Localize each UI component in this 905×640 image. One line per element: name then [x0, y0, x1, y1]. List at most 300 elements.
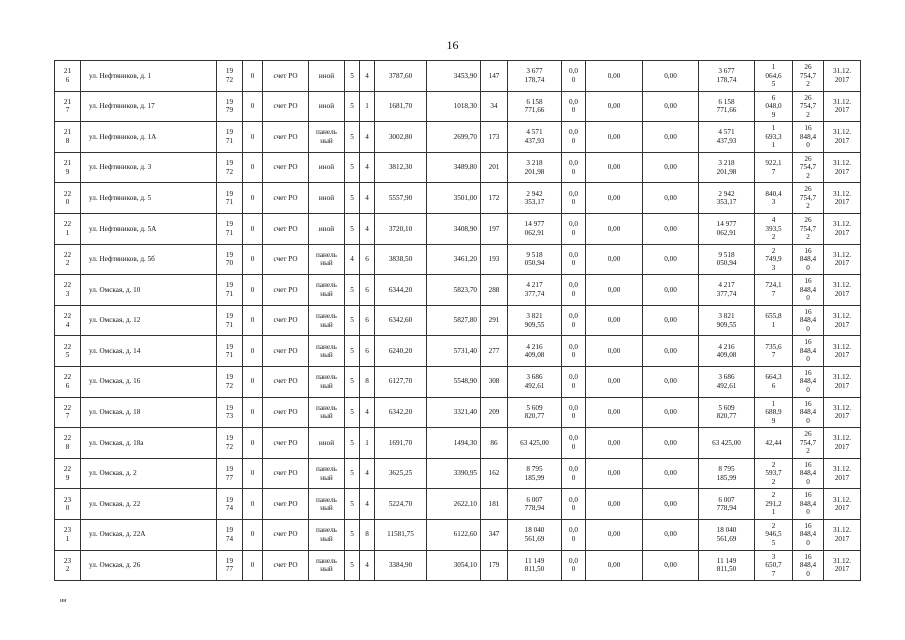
total-cost-cell: 3 686 492,61	[508, 366, 562, 397]
residents-cell: 86	[481, 428, 508, 459]
deadline-date-cell: 31.12. 2017	[824, 275, 861, 306]
address-cell: ул. Нефтяников, д. 1	[81, 61, 217, 92]
col-zero-cell: 0	[243, 336, 263, 367]
unit-cost-cell: 840,4 3	[755, 183, 793, 214]
entrances-cell: 4	[360, 152, 375, 183]
total-cost-cell: 8 795 185,99	[508, 458, 562, 489]
col-zero-cell: 0	[243, 550, 263, 581]
cost-share-c-cell: 0,00	[643, 519, 699, 550]
wall-material-cell: иной	[309, 183, 345, 214]
table-row	[55, 183, 861, 214]
wall-material-cell: панель ный	[309, 275, 345, 306]
cost-share-c-cell: 0,00	[643, 397, 699, 428]
row-number-cell: 21 6	[55, 61, 81, 92]
cost-share-a-cell: 0,0 0	[562, 489, 586, 520]
address-cell: ул. Омская, д. 18а	[81, 428, 217, 459]
address-cell: ул. Нефтяников, д. 1А	[81, 122, 217, 153]
year-built-cell: 19 77	[217, 458, 243, 489]
wall-material-cell: иной	[309, 91, 345, 122]
limit-cost-cell: 26 754,7 2	[793, 152, 824, 183]
fund-cost-cell: 8 795 185,99	[699, 458, 755, 489]
floors-cell: 5	[345, 122, 360, 153]
deadline-date-cell: 31.12. 2017	[824, 152, 861, 183]
table-row	[55, 122, 861, 153]
residents-cell: 291	[481, 305, 508, 336]
wall-material-cell: панель ный	[309, 244, 345, 275]
table-row	[55, 366, 861, 397]
deadline-date-cell: 31.12. 2017	[824, 91, 861, 122]
limit-cost-cell: 26 754,7 2	[793, 213, 824, 244]
address-cell: ул. Омская, д. 26	[81, 550, 217, 581]
entrances-cell: 8	[360, 519, 375, 550]
total-area-cell: 3787,60	[375, 61, 427, 92]
total-cost-cell: 4 217 377,74	[508, 275, 562, 306]
wall-material-cell: панель ный	[309, 397, 345, 428]
cost-share-a-cell: 0,0 0	[562, 458, 586, 489]
fund-cost-cell: 14 977 062,91	[699, 213, 755, 244]
residents-cell: 147	[481, 61, 508, 92]
limit-cost-cell: 16 848,4 0	[793, 122, 824, 153]
fund-cost-cell: 6 007 778,94	[699, 489, 755, 520]
living-area-cell: 3054,10	[427, 550, 481, 581]
row-number-cell: 22 5	[55, 336, 81, 367]
floors-cell: 5	[345, 275, 360, 306]
cost-share-b-cell: 0,00	[586, 397, 643, 428]
cost-share-a-cell: 0,0 0	[562, 152, 586, 183]
floors-cell: 5	[345, 183, 360, 214]
col-zero-cell: 0	[243, 489, 263, 520]
fund-method-cell: счет РО	[263, 152, 309, 183]
fund-cost-cell: 3 686 492,61	[699, 366, 755, 397]
total-cost-cell: 2 942 353,17	[508, 183, 562, 214]
limit-cost-cell: 16 848,4 0	[793, 397, 824, 428]
col-zero-cell: 0	[243, 152, 263, 183]
limit-cost-cell: 16 848,4 0	[793, 550, 824, 581]
cost-share-c-cell: 0,00	[643, 366, 699, 397]
table-row	[55, 519, 861, 550]
housing-register-table	[54, 60, 861, 581]
table-row	[55, 244, 861, 275]
unit-cost-cell: 2 946,5 5	[755, 519, 793, 550]
col-zero-cell: 0	[243, 61, 263, 92]
fund-method-cell: счет РО	[263, 458, 309, 489]
address-cell: ул. Нефтяников, д. 5	[81, 183, 217, 214]
living-area-cell: 3461,20	[427, 244, 481, 275]
fund-method-cell: счет РО	[263, 61, 309, 92]
total-area-cell: 3838,50	[375, 244, 427, 275]
living-area-cell: 3453,90	[427, 61, 481, 92]
wall-material-cell: панель ный	[309, 336, 345, 367]
row-number-cell: 21 9	[55, 152, 81, 183]
address-cell: ул. Омская, д. 2	[81, 458, 217, 489]
wall-material-cell: панель ный	[309, 122, 345, 153]
cost-share-a-cell: 0,0 0	[562, 244, 586, 275]
cost-share-c-cell: 0,00	[643, 336, 699, 367]
row-number-cell: 22 8	[55, 428, 81, 459]
living-area-cell: 6122,60	[427, 519, 481, 550]
table-row	[55, 458, 861, 489]
cost-share-a-cell: 0,0 0	[562, 366, 586, 397]
total-area-cell: 5557,90	[375, 183, 427, 214]
fund-method-cell: счет РО	[263, 183, 309, 214]
unit-cost-cell: 42,44	[755, 428, 793, 459]
total-area-cell: 3384,90	[375, 550, 427, 581]
unit-cost-cell: 4 393,5 2	[755, 213, 793, 244]
cost-share-a-cell: 0,0 0	[562, 336, 586, 367]
limit-cost-cell: 16 848,4 0	[793, 244, 824, 275]
total-cost-cell: 3 218 201,98	[508, 152, 562, 183]
row-number-cell: 22 2	[55, 244, 81, 275]
floors-cell: 5	[345, 550, 360, 581]
entrances-cell: 6	[360, 305, 375, 336]
entrances-cell: 6	[360, 275, 375, 306]
fund-cost-cell: 4 217 377,74	[699, 275, 755, 306]
row-number-cell: 22 7	[55, 397, 81, 428]
year-built-cell: 19 77	[217, 550, 243, 581]
cost-share-a-cell: 0,0 0	[562, 275, 586, 306]
cost-share-b-cell: 0,00	[586, 122, 643, 153]
unit-cost-cell: 1 693,3 1	[755, 122, 793, 153]
fund-method-cell: счет РО	[263, 305, 309, 336]
fund-cost-cell: 63 425,00	[699, 428, 755, 459]
cost-share-b-cell: 0,00	[586, 213, 643, 244]
deadline-date-cell: 31.12. 2017	[824, 489, 861, 520]
total-cost-cell: 5 609 820,77	[508, 397, 562, 428]
unit-cost-cell: 664,3 6	[755, 366, 793, 397]
wall-material-cell: иной	[309, 152, 345, 183]
floors-cell: 5	[345, 428, 360, 459]
col-zero-cell: 0	[243, 91, 263, 122]
total-cost-cell: 63 425,00	[508, 428, 562, 459]
cost-share-c-cell: 0,00	[643, 428, 699, 459]
table-row	[55, 61, 861, 92]
cost-share-b-cell: 0,00	[586, 183, 643, 214]
wall-material-cell: панель ный	[309, 458, 345, 489]
deadline-date-cell: 31.12. 2017	[824, 428, 861, 459]
total-cost-cell: 14 977 062,91	[508, 213, 562, 244]
cost-share-a-cell: 0,0 0	[562, 550, 586, 581]
total-cost-cell: 18 040 561,69	[508, 519, 562, 550]
limit-cost-cell: 26 754,7 2	[793, 91, 824, 122]
living-area-cell: 1494,30	[427, 428, 481, 459]
cost-share-b-cell: 0,00	[586, 244, 643, 275]
row-number-cell: 23 2	[55, 550, 81, 581]
deadline-date-cell: 31.12. 2017	[824, 519, 861, 550]
deadline-date-cell: 31.12. 2017	[824, 458, 861, 489]
floors-cell: 5	[345, 305, 360, 336]
table-row	[55, 213, 861, 244]
unit-cost-cell: 735,6 7	[755, 336, 793, 367]
entrances-cell: 4	[360, 122, 375, 153]
residents-cell: 179	[481, 550, 508, 581]
year-built-cell: 19 71	[217, 275, 243, 306]
living-area-cell: 3489,80	[427, 152, 481, 183]
total-cost-cell: 4 571 437,93	[508, 122, 562, 153]
fund-cost-cell: 5 609 820,77	[699, 397, 755, 428]
living-area-cell: 3501,00	[427, 183, 481, 214]
wall-material-cell: панель ный	[309, 550, 345, 581]
year-built-cell: 19 71	[217, 122, 243, 153]
unit-cost-cell: 922,1 7	[755, 152, 793, 183]
address-cell: ул. Омская, д. 16	[81, 366, 217, 397]
col-zero-cell: 0	[243, 519, 263, 550]
total-cost-cell: 6 158 771,66	[508, 91, 562, 122]
unit-cost-cell: 1 688,9 9	[755, 397, 793, 428]
total-area-cell: 6240,20	[375, 336, 427, 367]
residents-cell: 201	[481, 152, 508, 183]
table-row	[55, 336, 861, 367]
cost-share-a-cell: 0,0 0	[562, 519, 586, 550]
fund-cost-cell: 18 040 561,69	[699, 519, 755, 550]
cost-share-b-cell: 0,00	[586, 366, 643, 397]
deadline-date-cell: 31.12. 2017	[824, 336, 861, 367]
address-cell: ул. Нефтяников, д. 5А	[81, 213, 217, 244]
address-cell: ул. Омская, д. 14	[81, 336, 217, 367]
deadline-date-cell: 31.12. 2017	[824, 213, 861, 244]
address-cell: ул. Омская, д. 12	[81, 305, 217, 336]
year-built-cell: 19 74	[217, 519, 243, 550]
entrances-cell: 4	[360, 458, 375, 489]
cost-share-b-cell: 0,00	[586, 152, 643, 183]
cost-share-a-cell: 0,0 0	[562, 91, 586, 122]
total-area-cell: 1681,70	[375, 91, 427, 122]
limit-cost-cell: 16 848,4 0	[793, 305, 824, 336]
address-cell: ул. Омская, д. 10	[81, 275, 217, 306]
table-row	[55, 305, 861, 336]
living-area-cell: 5731,40	[427, 336, 481, 367]
row-number-cell: 23 1	[55, 519, 81, 550]
col-zero-cell: 0	[243, 305, 263, 336]
cost-share-a-cell: 0,0 0	[562, 305, 586, 336]
col-zero-cell: 0	[243, 366, 263, 397]
entrances-cell: 4	[360, 489, 375, 520]
fund-cost-cell: 4 571 437,93	[699, 122, 755, 153]
cost-share-a-cell: 0,0 0	[562, 428, 586, 459]
total-cost-cell: 9 518 050,94	[508, 244, 562, 275]
unit-cost-cell: 724,1 7	[755, 275, 793, 306]
cost-share-c-cell: 0,00	[643, 244, 699, 275]
year-built-cell: 19 71	[217, 183, 243, 214]
unit-cost-cell: 655,8 1	[755, 305, 793, 336]
residents-cell: 162	[481, 458, 508, 489]
fund-method-cell: счет РО	[263, 244, 309, 275]
year-built-cell: 19 72	[217, 428, 243, 459]
col-zero-cell: 0	[243, 183, 263, 214]
unit-cost-cell: 2 593,7 2	[755, 458, 793, 489]
fund-cost-cell: 3 821 909,55	[699, 305, 755, 336]
residents-cell: 197	[481, 213, 508, 244]
residents-cell: 308	[481, 366, 508, 397]
fund-method-cell: счет РО	[263, 275, 309, 306]
entrances-cell: 1	[360, 91, 375, 122]
residents-cell: 173	[481, 122, 508, 153]
total-cost-cell: 6 007 778,94	[508, 489, 562, 520]
limit-cost-cell: 16 848,4 0	[793, 519, 824, 550]
row-number-cell: 22 4	[55, 305, 81, 336]
deadline-date-cell: 31.12. 2017	[824, 305, 861, 336]
total-area-cell: 6127,70	[375, 366, 427, 397]
deadline-date-cell: 31.12. 2017	[824, 122, 861, 153]
year-built-cell: 19 72	[217, 366, 243, 397]
col-zero-cell: 0	[243, 122, 263, 153]
cost-share-a-cell: 0,0 0	[562, 213, 586, 244]
row-number-cell: 22 9	[55, 458, 81, 489]
col-zero-cell: 0	[243, 397, 263, 428]
table-body	[55, 61, 861, 581]
cost-share-b-cell: 0,00	[586, 519, 643, 550]
year-built-cell: 19 71	[217, 213, 243, 244]
floors-cell: 5	[345, 366, 360, 397]
floors-cell: 5	[345, 91, 360, 122]
limit-cost-cell: 16 848,4 0	[793, 336, 824, 367]
row-number-cell: 21 8	[55, 122, 81, 153]
year-built-cell: 19 72	[217, 61, 243, 92]
deadline-date-cell: 31.12. 2017	[824, 183, 861, 214]
total-area-cell: 5224,70	[375, 489, 427, 520]
cost-share-a-cell: 0,0 0	[562, 61, 586, 92]
cost-share-c-cell: 0,00	[643, 183, 699, 214]
total-cost-cell: 4 216 409,08	[508, 336, 562, 367]
address-cell: ул. Нефтяников, д. 3	[81, 152, 217, 183]
table-row	[55, 428, 861, 459]
total-area-cell: 3625,25	[375, 458, 427, 489]
year-built-cell: 19 79	[217, 91, 243, 122]
total-area-cell: 11581,75	[375, 519, 427, 550]
living-area-cell: 3321,40	[427, 397, 481, 428]
fund-method-cell: счет РО	[263, 550, 309, 581]
floors-cell: 5	[345, 458, 360, 489]
residents-cell: 193	[481, 244, 508, 275]
cost-share-c-cell: 0,00	[643, 305, 699, 336]
cost-share-b-cell: 0,00	[586, 489, 643, 520]
living-area-cell: 1018,30	[427, 91, 481, 122]
unit-cost-cell: 2 291,2 1	[755, 489, 793, 520]
year-built-cell: 19 74	[217, 489, 243, 520]
cost-share-c-cell: 0,00	[643, 91, 699, 122]
wall-material-cell: иной	[309, 61, 345, 92]
entrances-cell: 4	[360, 213, 375, 244]
floors-cell: 5	[345, 519, 360, 550]
total-area-cell: 6344,20	[375, 275, 427, 306]
living-area-cell: 5823,70	[427, 275, 481, 306]
living-area-cell: 5827,80	[427, 305, 481, 336]
wall-material-cell: панель ный	[309, 366, 345, 397]
address-cell: ул. Нефтяников, д. 5б	[81, 244, 217, 275]
total-area-cell: 3720,10	[375, 213, 427, 244]
year-built-cell: 19 73	[217, 397, 243, 428]
entrances-cell: 6	[360, 336, 375, 367]
fund-method-cell: счет РО	[263, 366, 309, 397]
fund-method-cell: счет РО	[263, 489, 309, 520]
cost-share-c-cell: 0,00	[643, 550, 699, 581]
cost-share-b-cell: 0,00	[586, 550, 643, 581]
residents-cell: 34	[481, 91, 508, 122]
wall-material-cell: панель ный	[309, 519, 345, 550]
cost-share-b-cell: 0,00	[586, 61, 643, 92]
address-cell: ул. Омская, д. 18	[81, 397, 217, 428]
year-built-cell: 19 70	[217, 244, 243, 275]
cost-share-b-cell: 0,00	[586, 458, 643, 489]
entrances-cell: 4	[360, 61, 375, 92]
residents-cell: 277	[481, 336, 508, 367]
table-row	[55, 91, 861, 122]
residents-cell: 172	[481, 183, 508, 214]
residents-cell: 181	[481, 489, 508, 520]
total-area-cell: 6342,60	[375, 305, 427, 336]
limit-cost-cell: 26 754,7 2	[793, 428, 824, 459]
floors-cell: 5	[345, 61, 360, 92]
fund-method-cell: счет РО	[263, 428, 309, 459]
fund-method-cell: счет РО	[263, 122, 309, 153]
cost-share-b-cell: 0,00	[586, 275, 643, 306]
wall-material-cell: иной	[309, 428, 345, 459]
cost-share-b-cell: 0,00	[586, 428, 643, 459]
deadline-date-cell: 31.12. 2017	[824, 244, 861, 275]
cost-share-c-cell: 0,00	[643, 122, 699, 153]
table-row	[55, 489, 861, 520]
fund-cost-cell: 2 942 353,17	[699, 183, 755, 214]
total-cost-cell: 3 677 178,74	[508, 61, 562, 92]
entrances-cell: 6	[360, 244, 375, 275]
unit-cost-cell: 3 650,7 7	[755, 550, 793, 581]
entrances-cell: 4	[360, 183, 375, 214]
deadline-date-cell: 31.12. 2017	[824, 397, 861, 428]
cost-share-b-cell: 0,00	[586, 336, 643, 367]
table-row	[55, 152, 861, 183]
col-zero-cell: 0	[243, 244, 263, 275]
footer-mark: нн	[60, 598, 67, 604]
total-area-cell: 6342,20	[375, 397, 427, 428]
fund-cost-cell: 4 216 409,08	[699, 336, 755, 367]
residents-cell: 347	[481, 519, 508, 550]
fund-method-cell: счет РО	[263, 213, 309, 244]
col-zero-cell: 0	[243, 213, 263, 244]
cost-share-c-cell: 0,00	[643, 213, 699, 244]
row-number-cell: 22 3	[55, 275, 81, 306]
living-area-cell: 2622,10	[427, 489, 481, 520]
row-number-cell: 22 0	[55, 183, 81, 214]
cost-share-a-cell: 0,0 0	[562, 397, 586, 428]
page-number: 16	[446, 38, 459, 52]
cost-share-c-cell: 0,00	[643, 152, 699, 183]
row-number-cell: 22 6	[55, 366, 81, 397]
row-number-cell: 22 1	[55, 213, 81, 244]
cost-share-c-cell: 0,00	[643, 489, 699, 520]
limit-cost-cell: 16 848,4 0	[793, 275, 824, 306]
limit-cost-cell: 16 848,4 0	[793, 366, 824, 397]
entrances-cell: 4	[360, 397, 375, 428]
deadline-date-cell: 31.12. 2017	[824, 61, 861, 92]
limit-cost-cell: 16 848,4 0	[793, 489, 824, 520]
entrances-cell: 1	[360, 428, 375, 459]
floors-cell: 4	[345, 244, 360, 275]
wall-material-cell: панель ный	[309, 305, 345, 336]
row-number-cell: 23 0	[55, 489, 81, 520]
fund-cost-cell: 11 149 811,50	[699, 550, 755, 581]
unit-cost-cell: 6 048,0 9	[755, 91, 793, 122]
entrances-cell: 4	[360, 550, 375, 581]
total-cost-cell: 11 149 811,50	[508, 550, 562, 581]
cost-share-c-cell: 0,00	[643, 61, 699, 92]
cost-share-a-cell: 0,0 0	[562, 122, 586, 153]
year-built-cell: 19 71	[217, 336, 243, 367]
wall-material-cell: иной	[309, 213, 345, 244]
limit-cost-cell: 26 754,7 2	[793, 183, 824, 214]
year-built-cell: 19 72	[217, 152, 243, 183]
floors-cell: 5	[345, 213, 360, 244]
col-zero-cell: 0	[243, 275, 263, 306]
fund-cost-cell: 3 677 178,74	[699, 61, 755, 92]
